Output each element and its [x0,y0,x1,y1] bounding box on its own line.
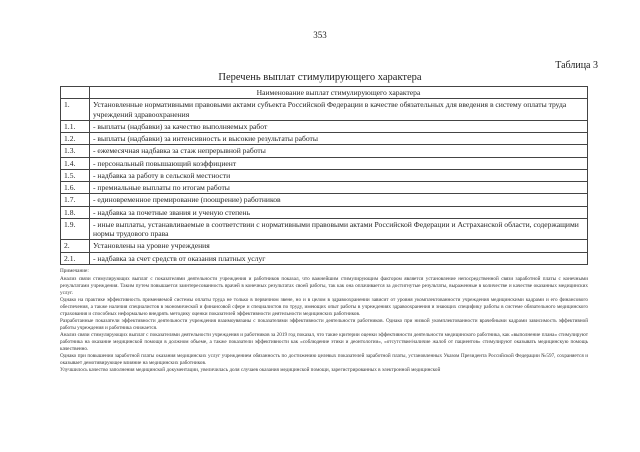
row-number: 1.1. [61,120,90,132]
row-text: - надбавка за работу в сельской местности [90,169,588,181]
page-number: 353 [313,30,327,40]
document-title: Перечень выплат стимулирующего характера [218,72,422,83]
row-text: - ежемесячная надбавка за стаж непрерывной работы [90,145,588,157]
table-row [61,252,588,264]
row-number: 2. [61,240,90,252]
table-header: Наименование выплат стимулирующего характера [90,87,588,99]
table-row [61,194,588,206]
row-number: 1.3. [61,145,90,157]
row-number: 1.9. [61,218,90,240]
note-paragraph: Улучшилось качество заполнения медицинской документации, увеличилась доля случаев оказания медицинской помощи, зарегистрированных в электронной медицинской [60,367,441,374]
table-row [61,120,588,132]
table-row [61,133,588,145]
table-row [61,206,588,218]
row-text: - единовременное премирование (поощрение) работников [90,194,588,206]
notes-section [60,268,588,374]
row-number: 1.2. [61,133,90,145]
row-text: Установлены на уровне учреждения [90,240,588,252]
row-text: - выплаты (надбавки) за интенсивность и высокие результаты работы [90,133,588,145]
note-paragraph: Разработанные показатели эффективности деятельности учреждения взаимоувязаны с показателями эффективности деятельности работников. Однако при низкой укомплектованности врачебными кадрами зависимость эффективной работы учреждения и работника снижается. [60,318,588,332]
payments-table [60,86,588,265]
table-header-row [61,87,588,99]
table-row [61,99,588,121]
header-num-cell [61,87,90,99]
row-number: 1.6. [61,182,90,194]
row-text: - иные выплаты, устанавливаемые в соответствии с нормативными правовыми актами Российской Федерации и Астраханской области, содержащими нормы трудового права [90,218,588,240]
row-text: - надбавка за почетные звания и ученую степень [90,206,588,218]
row-text: Установленные нормативными правовыми актами субъекта Российской Федерации в качестве обязательных для введения в систему оплаты труда учреждений здравоохранения [90,99,588,121]
notes-body [60,276,588,374]
table-row [61,169,588,181]
table-row [61,182,588,194]
row-number: 1.8. [61,206,90,218]
note-paragraph: Однако на практике эффективность применяемой системы оплаты труда не только в первичном звене, но и в целом в здравоохранении зависит от уровня укомплектованности учреждения медицинскими кадрами и его финансового обеспечения, а также наличия специалистов в экономической и финансовой сфере и специалистов по труду, имеющих опыт работы в учреждениях здравоохранения и знающих специфику работы в системе обязательного медицинского страхования и способных неформально внедрять методику оценки показателей эффективности деятельности медицинских работников. [60,297,588,318]
row-number: 1.5. [61,169,90,181]
note-paragraph: Анализ связи стимулирующих выплат с показателями деятельности учреждения и работников за 2019 год показал, что такие критерии оценки эффективности деятельности медицинского работника, как «выполнение плана» стимулируют работника на оказание медицинской помощи в должном объеме, а также показатели эффективности как «соблюдение этики и деонтологии», «отсутствие/наличие жалоб от пациентов» стимулируют оказывать медицинскую помощь качественно. [60,332,588,353]
row-text: - надбавка за счет средств от оказания платных услуг [90,252,588,264]
row-text: - выплаты (надбавки) за качество выполняемых работ [90,120,588,132]
table-row [61,240,588,252]
table-row [61,145,588,157]
note-paragraph: Однако при повышении заработной платы оказания медицинских услуг учреждением обязанность по достижению целевых показателей заработной платы, установленных Указом Президента Российской Федерации №597, сохраняется и оказывает демотивирующее влияние на медицинских работников. [60,353,588,367]
row-text: - премиальные выплаты по итогам работы [90,182,588,194]
row-number: 1.7. [61,194,90,206]
row-text: - персональный повышающий коэффициент [90,157,588,169]
notes-lead: Примечание: [60,268,89,274]
row-number: 1.4. [61,157,90,169]
row-number: 1. [61,99,90,121]
table-row [61,157,588,169]
note-paragraph: Анализ связи стимулирующих выплат с показателями деятельности учреждения и работников показал, что важнейшим стимулирующим фактором является установление непосредственной связи заработной платы с конечными результатами учреждения. Таким путем повышается заинтересованность врачей в конечных результатах своей работы, так как она оплачивается за достигнутые результаты, выраженные в количестве и качестве оказанных медицинских услуг. [60,276,588,297]
table-row [61,218,588,240]
table-label: Таблица 3 [555,60,598,71]
row-number: 2.1. [61,252,90,264]
